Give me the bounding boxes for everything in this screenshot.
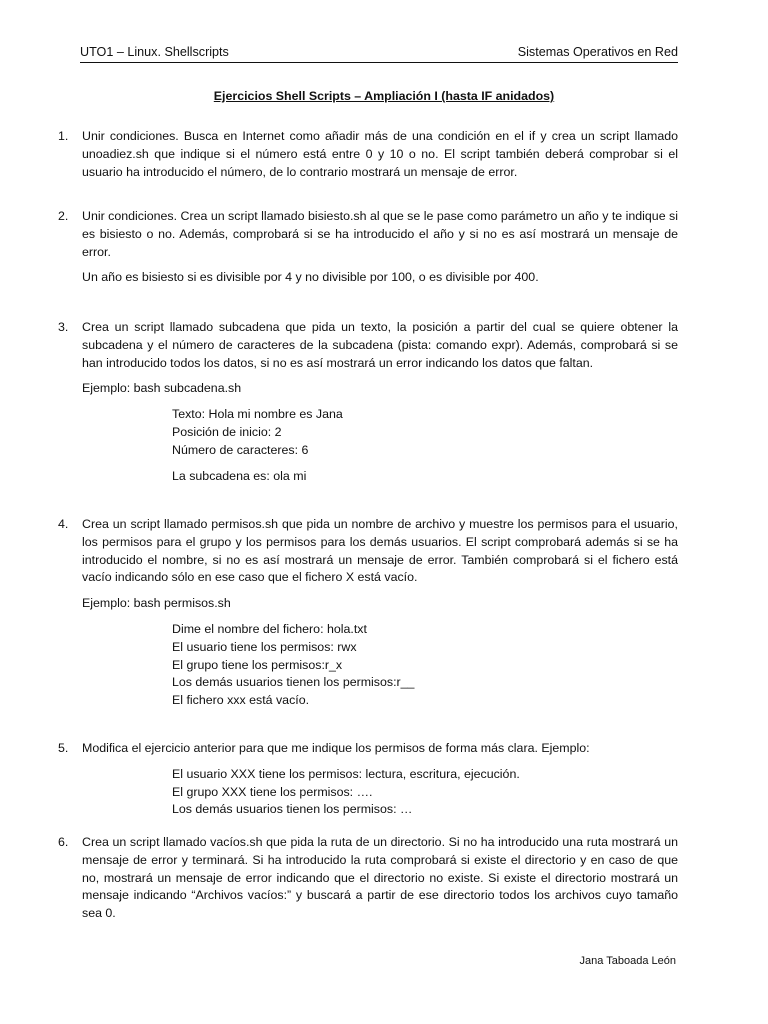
example-line: El usuario XXX tiene los permisos: lectura, escritura, ejecución.: [172, 766, 520, 781]
exercise-text: Crea un script llamado subcadena que pida un texto, la posición a partir del cual se quiere obtener la subcadena y el número de caracteres de la subcadena (pista: comando expr). Además, comprobará si se han introducido todos los datos, si no es así mostrará un error indicando los datos que faltan.: [82, 320, 678, 370]
exercise-2: [58, 208, 678, 287]
example-result: La subcadena es: ola mi: [172, 468, 307, 483]
header-right: Sistemas Operativos en Red: [517, 45, 678, 59]
exercise-note: Un año es bisiesto si es divisible por 4 y no divisible por 100, o es divisible por 400.: [82, 270, 539, 285]
document-title: Ejercicios Shell Scripts – Ampliación I (hasta IF anidados): [213, 89, 555, 103]
exercise-number: 1.: [58, 129, 69, 143]
exercise-number: 6.: [58, 835, 69, 849]
page-footer-author: Jana Taboada León: [579, 955, 676, 967]
exercise-4: [58, 516, 678, 710]
exercise-1: [58, 128, 678, 181]
example-label: Ejemplo: bash permisos.sh: [82, 596, 231, 611]
example-block: [172, 406, 678, 485]
example-line: Texto: Hola mi nombre es Jana: [172, 407, 343, 422]
example-line: El grupo XXX tiene los permisos: ….: [172, 784, 373, 799]
exercise-number: 2.: [58, 209, 69, 223]
example-line: Dime el nombre del fichero: hola.txt: [172, 621, 367, 636]
example-line: Posición de inicio: 2: [172, 424, 282, 439]
example-line: Número de caracteres: 6: [172, 442, 309, 457]
exercise-number: 5.: [58, 741, 69, 755]
example-line: El usuario tiene los permisos: rwx: [172, 639, 357, 654]
exercise-text: Modifica el ejercicio anterior para que me indique los permisos de forma más clara. Ejemplo:: [82, 741, 590, 755]
exercise-text: Crea un script llamado vacíos.sh que pida la ruta de un directorio. Si no ha introducido una ruta mostrará un mensaje de error y terminará. Si ha introducido la ruta comprobará si existe el directorio y en caso de que no, mostrará un mensaje de error indicando que el directorio no existe. Si existe el directorio mostrará un mensaje indicando “Archivos vacíos:” y buscará a partir de ese directorio todos los archivos cuyo tamaño sea 0.: [82, 835, 678, 921]
exercise-number: 3.: [58, 320, 69, 334]
example-block: [172, 621, 678, 710]
example-line: El grupo tiene los permisos:r_x: [172, 657, 343, 672]
exercise-number: 4.: [58, 517, 69, 531]
exercise-6: [58, 834, 678, 923]
example-label: Ejemplo: bash subcadena.sh: [82, 381, 242, 396]
example-block: [172, 766, 678, 819]
example-line: Los demás usuarios tienen los permisos:r__: [172, 675, 415, 690]
exercise-text: Unir condiciones. Busca en Internet como añadir más de una condición en el if y crea un script llamado unoadiez.sh que indique si el número está entre 0 y 10 o no. El script también deberá comprobar si el usuario ha introducido el número, de lo contrario mostrará un mensaje de error.: [82, 129, 678, 179]
header-left: UTO1 – Linux. Shellscripts: [80, 45, 229, 59]
example-line: Los demás usuarios tienen los permisos: …: [172, 802, 413, 817]
exercise-text: Unir condiciones. Crea un script llamado bisiesto.sh al que se le pase como parámetro un año y te indique si es bisiesto o no. Además, comprobará si se ha introducido el año y si no es así mostrará un mensaje de error.: [82, 209, 678, 259]
example-line: El fichero xxx está vacío.: [172, 693, 310, 708]
exercise-5: [58, 740, 678, 819]
page-header: [80, 44, 678, 63]
exercise-text: Crea un script llamado permisos.sh que pida un nombre de archivo y muestre los permisos para el usuario, los permisos para el grupo y los permisos para los demás usuarios. El script comprobará además si se ha introducido el nombre, si no es así mostrará un mensaje de error. También comprobará si el fichero está vacío indicando sólo en ese caso que el fichero X está vacío.: [82, 517, 678, 585]
exercise-3: [58, 319, 678, 485]
